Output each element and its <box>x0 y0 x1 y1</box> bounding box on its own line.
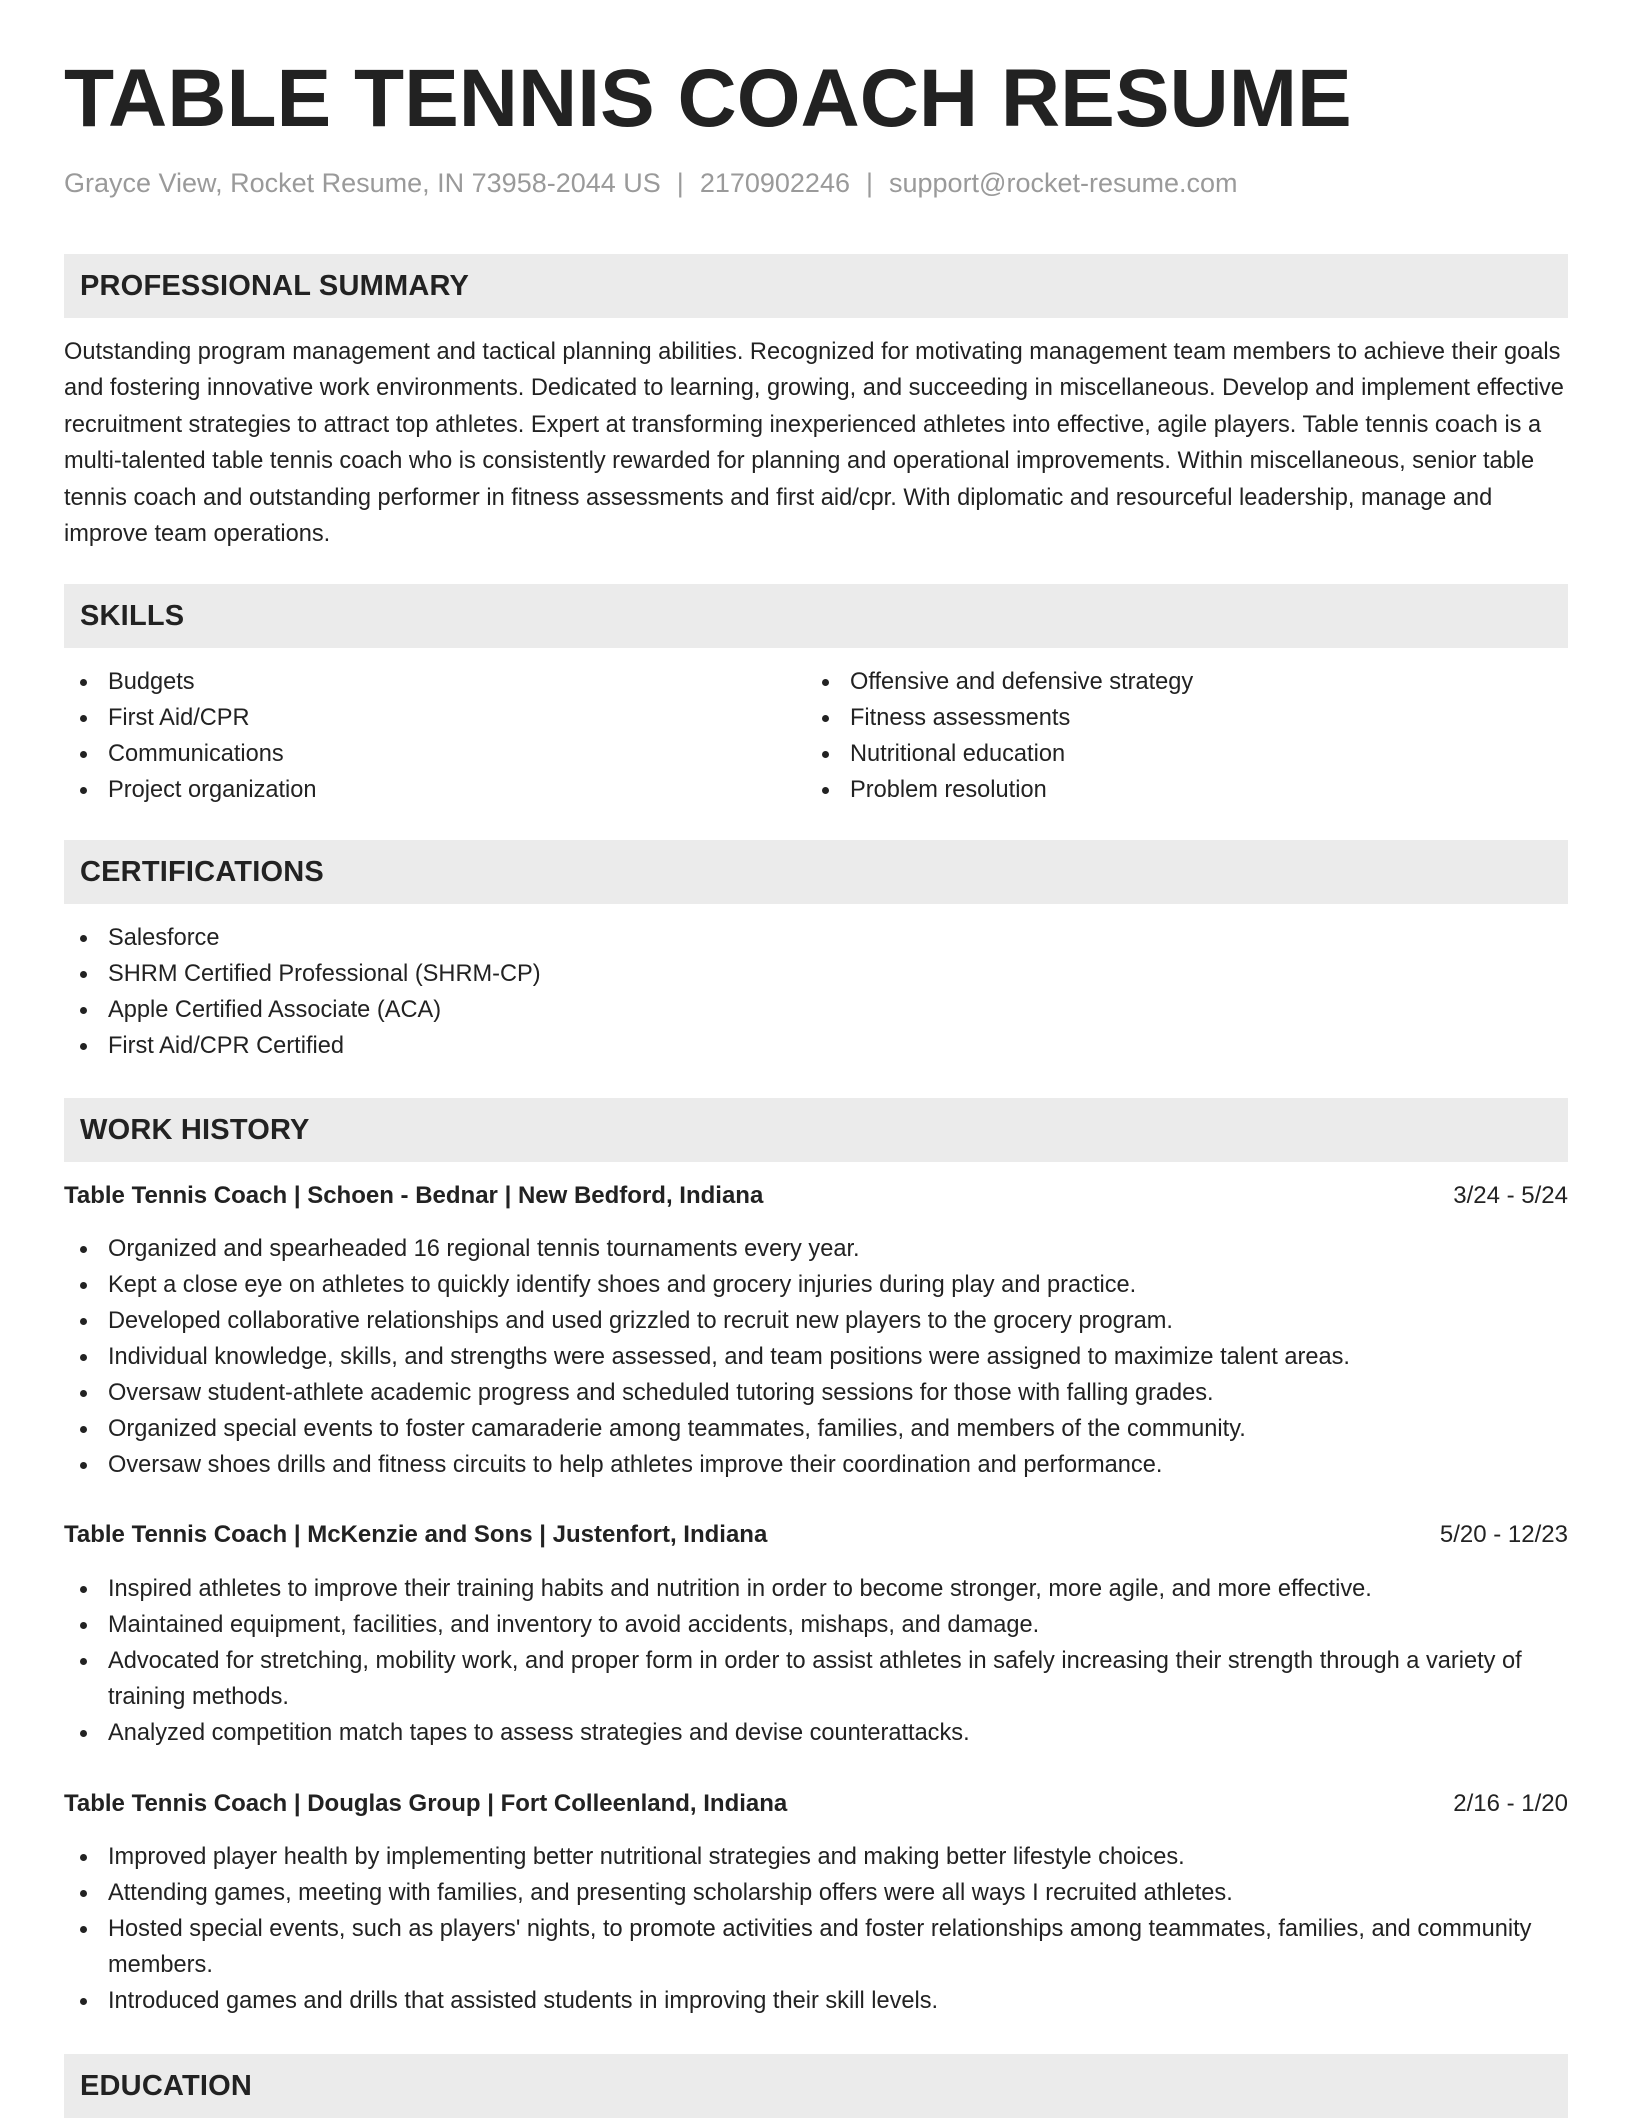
skill-item: Communications <box>64 736 764 772</box>
job-bullets <box>64 1839 1568 2019</box>
job-bullet: Kept a close eye on athletes to quickly identify shoes and grocery injuries during play and practice. <box>64 1267 1568 1303</box>
job-bullet: Analyzed competition match tapes to assess strategies and devise counterattacks. <box>64 1715 1568 1751</box>
job-header <box>64 1517 1568 1553</box>
certifications-heading: CERTIFICATIONS <box>80 856 324 888</box>
job-header <box>64 1786 1568 1822</box>
skills-heading: SKILLS <box>80 600 185 632</box>
job-bullet: Organized special events to foster camaraderie among teammates, families, and members of the community. <box>64 1411 1568 1447</box>
education-heading: EDUCATION <box>80 2070 253 2102</box>
job-bullet: Hosted special events, such as players' nights, to promote activities and foster relationships among teammates, families, and community members. <box>64 1911 1568 1983</box>
job-header <box>64 1178 1568 1214</box>
skill-item: Nutritional education <box>806 736 1506 772</box>
job-bullet: Advocated for stretching, mobility work, and proper form in order to assist athletes in safely increasing their strength through a variety of training methods. <box>64 1643 1568 1715</box>
job-title: Table Tennis Coach | Douglas Group | Fort Colleenland, Indiana <box>64 1790 788 1817</box>
certification-item: First Aid/CPR Certified <box>64 1028 1568 1064</box>
job-bullets <box>64 1231 1568 1483</box>
skill-item: Offensive and defensive strategy <box>806 664 1506 700</box>
skill-item: First Aid/CPR <box>64 700 764 736</box>
job-bullet: Developed collaborative relationships and used grizzled to recruit new players to the grocery program. <box>64 1303 1568 1339</box>
work-history-heading: WORK HISTORY <box>80 1114 310 1146</box>
contact-separator: | <box>865 168 873 198</box>
contact-separator: | <box>676 168 684 198</box>
job-bullet: Maintained equipment, facilities, and inventory to avoid accidents, mishaps, and damage. <box>64 1607 1568 1643</box>
skills-left-column <box>64 664 764 808</box>
certification-item: SHRM Certified Professional (SHRM-CP) <box>64 956 1568 992</box>
job-dates: 3/24 - 5/24 <box>1453 1182 1568 1209</box>
job-bullet: Individual knowledge, skills, and strengths were assessed, and team positions were assigned to maximize talent areas. <box>64 1339 1568 1375</box>
contact-email: support@rocket-resume.com <box>889 168 1238 198</box>
summary-heading: PROFESSIONAL SUMMARY <box>80 270 470 302</box>
skill-item: Budgets <box>64 664 764 700</box>
job-dates: 5/20 - 12/23 <box>1439 1521 1568 1548</box>
job-bullet: Inspired athletes to improve their training habits and nutrition in order to become stronger, more agile, and more effective. <box>64 1571 1568 1607</box>
contact-line <box>64 168 1238 199</box>
job-bullet: Attending games, meeting with families, and presenting scholarship offers were all ways I recruited athletes. <box>64 1875 1568 1911</box>
work-history-section-header <box>64 1098 1568 1162</box>
certifications-section-header <box>64 840 1568 904</box>
job-bullet: Oversaw shoes drills and fitness circuits to help athletes improve their coordination and performance. <box>64 1447 1568 1483</box>
resume-title: TABLE TENNIS COACH RESUME <box>64 53 1352 144</box>
job-bullet: Improved player health by implementing better nutritional strategies and making better lifestyle choices. <box>64 1839 1568 1875</box>
skill-item: Problem resolution <box>806 772 1506 808</box>
job-bullet: Organized and spearheaded 16 regional tennis tournaments every year. <box>64 1231 1568 1267</box>
job-dates: 2/16 - 1/20 <box>1453 1790 1568 1817</box>
contact-phone: 2170902246 <box>699 168 850 198</box>
certifications-list <box>64 920 1568 1064</box>
job-bullet: Oversaw student-athlete academic progress and scheduled tutoring sessions for those with falling grades. <box>64 1375 1568 1411</box>
skill-item: Fitness assessments <box>806 700 1506 736</box>
education-section-header <box>64 2054 1568 2118</box>
skill-item: Project organization <box>64 772 764 808</box>
job-bullet: Introduced games and drills that assisted students in improving their skill levels. <box>64 1983 1568 2019</box>
contact-address: Grayce View, Rocket Resume, IN 73958-2044 US <box>64 168 661 198</box>
summary-section-header <box>64 254 1568 318</box>
certification-item: Salesforce <box>64 920 1568 956</box>
job-title: Table Tennis Coach | McKenzie and Sons | Justenfort, Indiana <box>64 1521 768 1548</box>
job-bullets <box>64 1571 1568 1751</box>
job-title: Table Tennis Coach | Schoen - Bednar | New Bedford, Indiana <box>64 1182 764 1209</box>
summary-text: Outstanding program management and tactical planning abilities. Recognized for motivating management team members to achieve their goals and fostering innovative work environments. Dedicated to learning, growing, and succeeding in miscellaneous. Develop and implement effective recruitment strategies to attract top athletes. Expert at transforming inexperienced athletes into effective, agile players. Table tennis coach is a multi-talented table tennis coach who is consistently rewarded for planning and operational improvements. Within miscellaneous, senior table tennis coach and outstanding performer in fitness assessments and first aid/cpr. With diplomatic and resourceful leadership, manage and improve team operations. <box>64 339 1564 548</box>
skills-right-column <box>806 664 1506 808</box>
skills-section-header <box>64 584 1568 648</box>
certification-item: Apple Certified Associate (ACA) <box>64 992 1568 1028</box>
